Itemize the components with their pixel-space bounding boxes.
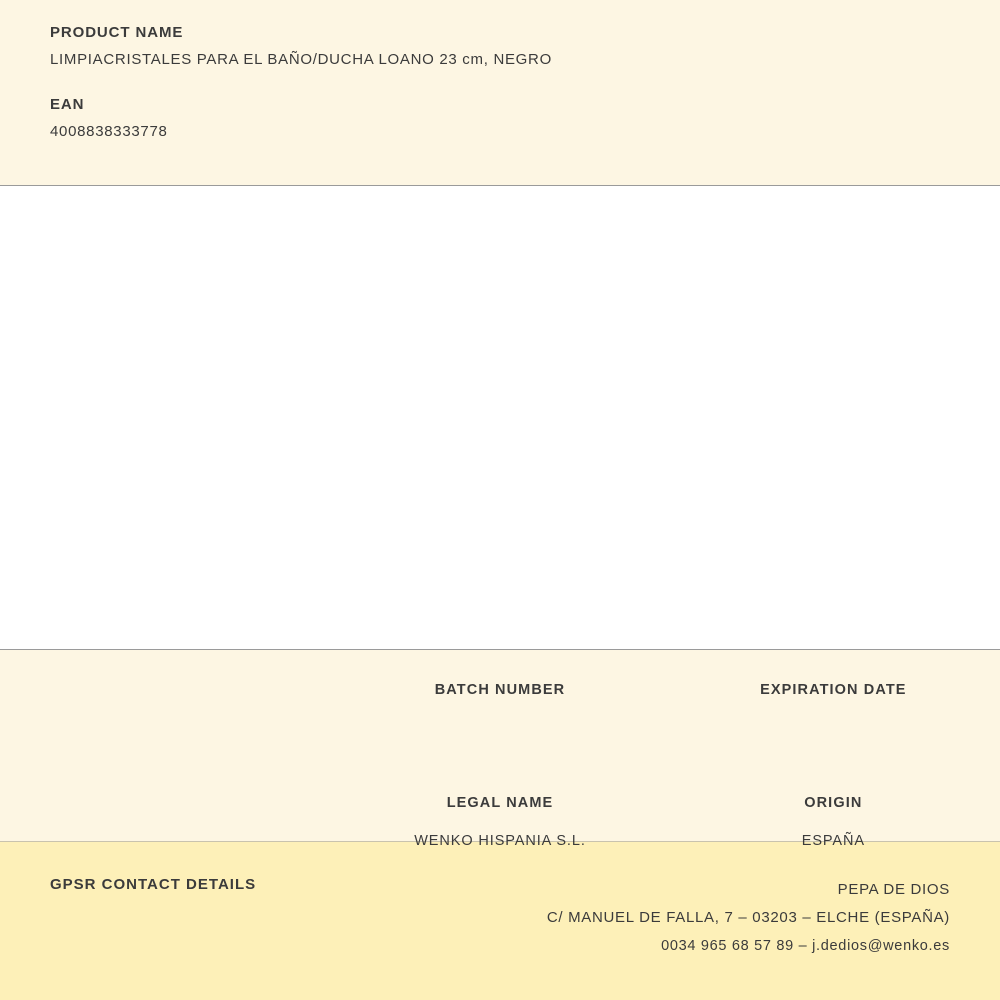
gpsr-footer-section [0,842,1000,1000]
gpsr-contact-title: GPSR CONTACT DETAILS [50,876,257,893]
batch-number-field [333,682,666,737]
gpsr-contact-block [547,876,950,960]
product-image-area [0,186,1000,650]
legal-name-value: WENKO HISPANIA S.L. [414,833,586,849]
details-spacer-left [0,682,333,737]
product-name-value: LIMPIACRISTALES PARA EL BAÑO/DUCHA LOANO 23 cm, NEGRO [50,51,552,68]
details-row-batch [0,650,1000,737]
details-row-legal [0,737,1000,850]
gpsr-contact-name: PEPA DE DIOS [837,881,950,898]
expiration-date-field [667,682,1000,737]
product-name-label: PRODUCT NAME [50,24,184,41]
legal-name-label: LEGAL NAME [446,795,554,811]
expiration-date-value [677,720,990,737]
expiration-date-label: EXPIRATION DATE [760,682,907,698]
details-spacer-left-2 [0,795,333,850]
product-name-field [50,24,950,68]
ean-field [50,96,950,140]
batch-number-label: BATCH NUMBER [434,682,566,698]
gpsr-contact-address: C/ MANUEL DE FALLA, 7 – 03203 – ELCHE (ESPAÑA) [546,909,950,926]
origin-label: ORIGIN [804,795,863,811]
ean-value: 4008838333778 [50,123,168,140]
legal-name-field [333,795,666,850]
batch-number-value [343,720,656,737]
origin-field [667,795,1000,850]
ean-label: EAN [50,96,85,113]
origin-value: ESPAÑA [801,833,865,849]
gpsr-contact-phone-email: 0034 965 68 57 89 – j.dedios@wenko.es [661,938,950,954]
product-header-section [0,0,1000,186]
product-details-section [0,650,1000,849]
